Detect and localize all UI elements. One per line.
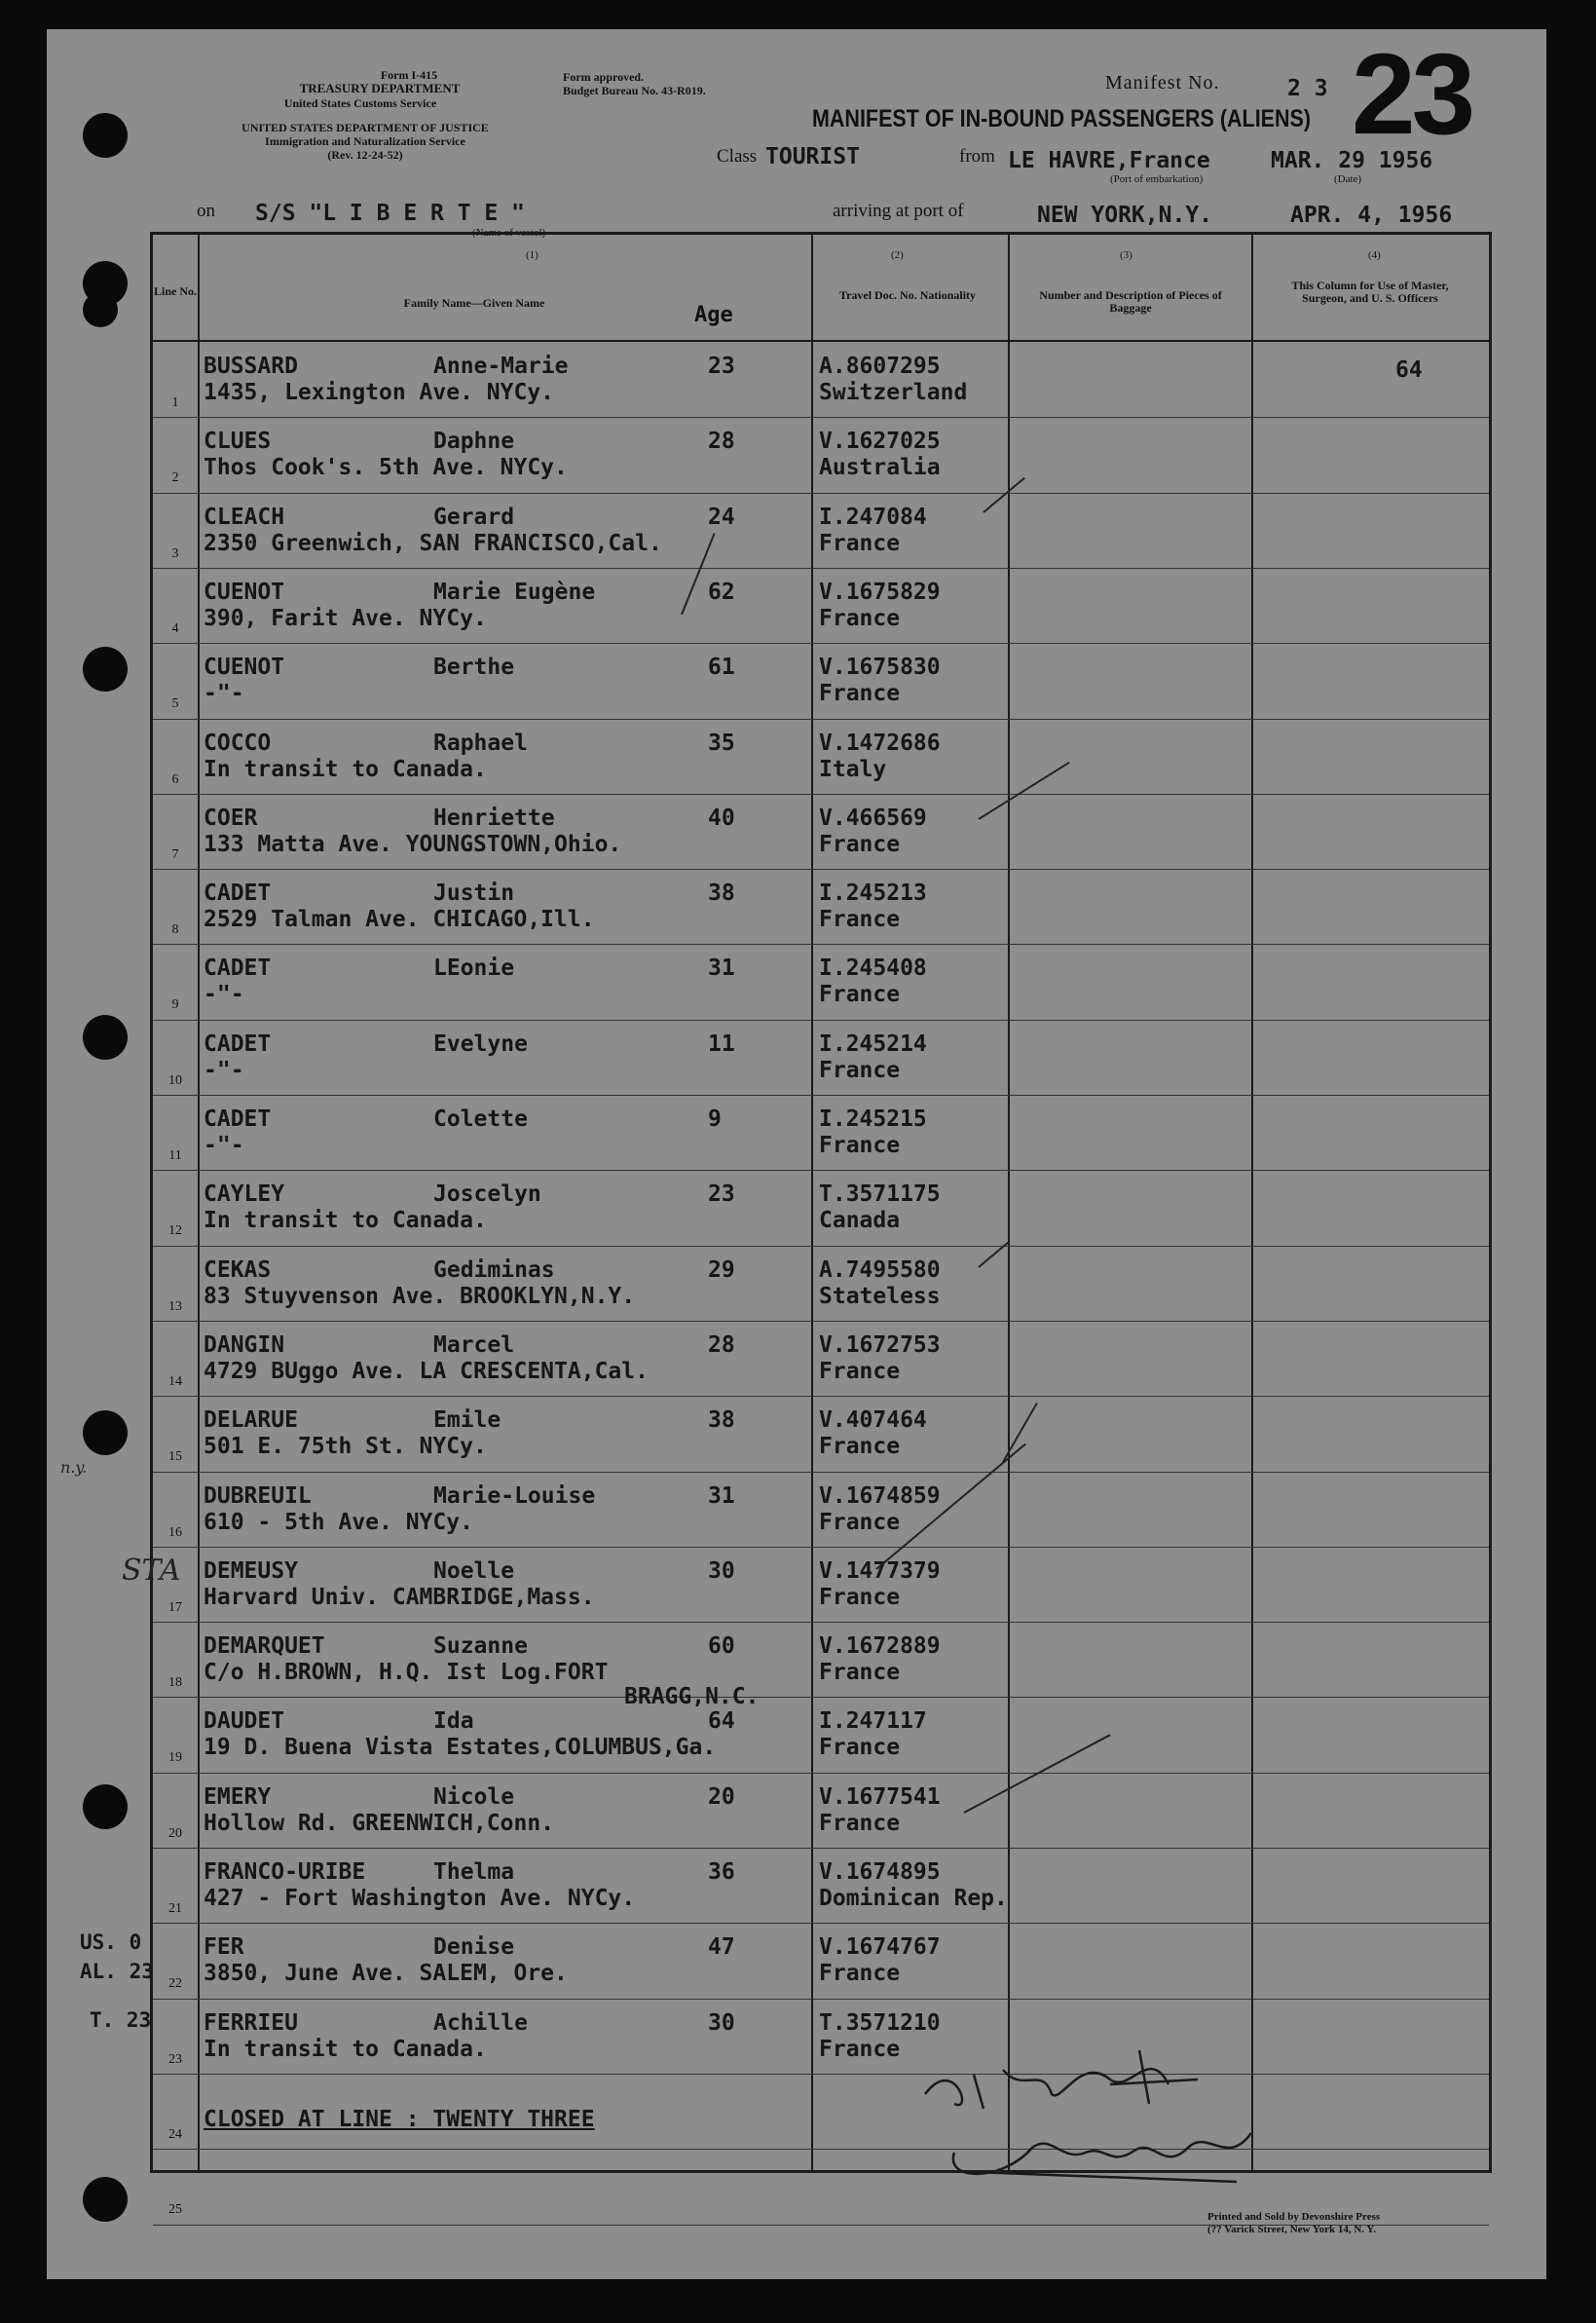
customs-service: United States Customs Service [283,96,437,110]
family-name: CUENOT [204,655,285,681]
given-name: Marie Eugène [433,579,596,605]
tally-al: AL. 23 [80,1960,154,1983]
passenger-age: 28 [708,1331,735,1358]
line-number: 11 [168,1148,182,1163]
family-name: DANGIN [204,1331,285,1358]
passenger-age: 35 [708,730,735,756]
family-name: CADET [204,1106,272,1132]
nationality: Australia [819,455,941,481]
passenger-age: 28 [708,429,735,455]
nationality: France [819,530,901,556]
arrival-date: APR. 4, 1956 [1290,203,1453,228]
passenger-age: 30 [708,2009,735,2036]
travel-doc-no: V.1477379 [819,1557,941,1584]
form-approved: Form approved. [563,70,645,84]
given-name: Joscelyn [433,1181,541,1208]
family-name: EMERY [204,1783,272,1810]
vessel-caption: (Name of vessel) [472,227,546,239]
col-num-1: (1) [526,249,538,261]
passenger-address: 427 - Fort Washington Ave. NYCy. [204,1886,636,1911]
passenger-age: 11 [708,1030,735,1057]
passenger-address: 83 Stuyvenson Ave. BROOKLYN,N.Y. [204,1283,636,1309]
punch-hole [83,2177,128,2222]
col-divider [198,235,200,2170]
passenger-address: 4729 BUggo Ave. LA CRESCENTA,Cal. [204,1358,649,1384]
line-number: 3 [171,545,179,561]
nationality: Canada [819,1208,901,1234]
line-number: 7 [171,846,179,862]
given-name: Marcel [433,1331,515,1358]
row-divider [153,1848,1489,1849]
passenger-age: 23 [708,354,735,379]
nationality: France [819,1133,901,1158]
header-name: Family Name—Given Name [403,296,545,310]
row-divider [153,719,1489,720]
given-name: Achille [433,2009,528,2036]
passenger-address: 2350 Greenwich, SAN FRANCISCO,Cal. [204,530,662,556]
row-divider [153,1246,1489,1247]
line-number: 5 [171,696,179,712]
passenger-address: 19 D. Buena Vista Estates,COLUMBUS,Ga. [204,1735,717,1761]
family-name: CUENOT [204,579,285,605]
row-divider [153,493,1489,494]
nationality: Switzerland [819,380,968,405]
family-name: DEMARQUET [204,1633,325,1660]
rev-date: (Rev. 12-24-52) [327,148,403,162]
col-num-4: (4) [1368,249,1381,261]
given-name: Denise [433,1934,515,1961]
passenger-address: C/o H.BROWN, H.Q. Ist Log.FORT [204,1660,609,1686]
passenger-age: 20 [708,1783,735,1810]
line-number: 23 [168,2051,182,2067]
passenger-age: 31 [708,1482,735,1509]
header-officers: This Column for Use of Master, Surgeon, and U. S. Officers [1291,279,1449,305]
row-divider [153,1622,1489,1623]
travel-doc-no: V.1472686 [819,730,941,756]
punch-hole [83,292,118,327]
passenger-age: 31 [708,955,735,982]
punch-hole [83,1015,128,1060]
passenger-address: -"- [204,1057,244,1083]
family-name: FRANCO-URIBE [204,1859,366,1885]
printer-credit: Printed and Sold by Devonshire Press [1207,2211,1381,2223]
line-number: 10 [168,1072,182,1088]
passenger-age: 9 [708,1106,722,1132]
passenger-age: 24 [708,504,735,530]
budget-bureau: Budget Bureau No. 43-R019. [563,84,706,97]
line-number: 1 [171,395,179,410]
nationality: Stateless [819,1283,941,1309]
travel-doc-no: V.1675829 [819,579,941,605]
given-name: Suzanne [433,1633,528,1660]
family-name: DAUDET [204,1708,285,1735]
passenger-address: 3850, June Ave. SALEM, Ore. [204,1961,568,1987]
row-divider [153,944,1489,945]
col-divider [1008,235,1010,2170]
family-name: CADET [204,1030,272,1057]
row-divider [153,794,1489,795]
passenger-address: 501 E. 75th St. NYCy. [204,1434,487,1460]
passenger-age: 36 [708,1859,735,1885]
line-number: 22 [168,1976,182,1992]
manifest-no-label: Manifest No. [1105,72,1220,94]
nationality: France [819,1358,901,1384]
passenger-address: -"- [204,1133,244,1158]
travel-doc-no: V.466569 [819,805,927,831]
line-number: 13 [168,1298,182,1314]
given-name: Raphael [433,730,528,756]
officer-note: 64 [1395,357,1423,383]
row-divider [153,1923,1489,1924]
family-name: CAYLEY [204,1181,285,1208]
col-divider [1251,235,1253,2170]
line-number: 18 [168,1675,182,1691]
date-caption: (Date) [1334,173,1362,185]
line-number: 2 [171,470,179,486]
line-number: 25 [168,2202,182,2218]
passenger-address: Hollow Rd. GREENWICH,Conn. [204,1810,555,1836]
given-name: Berthe [433,655,515,681]
passenger-age: 62 [708,579,735,605]
line-number: 20 [168,1825,182,1841]
row-divider [153,2074,1489,2075]
nationality: France [819,982,901,1008]
punch-hole [83,1410,128,1455]
given-name: Marie-Louise [433,1482,596,1509]
passenger-age: 61 [708,655,735,681]
row-divider [153,869,1489,870]
line-number: 16 [168,1524,182,1540]
punch-hole [83,113,128,158]
family-name: CADET [204,955,272,982]
punch-hole [83,647,128,692]
passenger-address: 1435, Lexington Ave. NYCy. [204,380,555,405]
nationality: France [819,2036,901,2062]
nationality: Dominican Rep. [819,1886,1008,1911]
line-number: 4 [171,620,179,636]
ins-title: Immigration and Naturalization Service [265,134,465,148]
passenger-age: 38 [708,880,735,907]
line-number: 21 [168,1901,182,1916]
nationality: France [819,831,901,857]
family-name: BUSSARD [204,354,298,379]
passenger-address-cont: BRAGG,N.C. [624,1684,760,1710]
passenger-age: 40 [708,805,735,831]
travel-doc-no: I.247084 [819,504,927,530]
tally-us: US. 0 [80,1930,142,1954]
manifest-title: MANIFEST OF IN-BOUND PASSENGERS (ALIENS) [812,105,1312,132]
travel-doc-no: A.8607295 [819,354,941,379]
nationality: France [819,1810,901,1836]
nationality: France [819,907,901,933]
manifest-no-typed: 2 3 [1287,76,1328,101]
given-name: Thelma [433,1859,515,1885]
line-number: 12 [168,1223,182,1239]
doj-title: UNITED STATES DEPARTMENT OF JUSTICE [241,121,489,134]
family-name: DELARUE [204,1407,298,1434]
line-number: 9 [171,997,179,1013]
nationality: France [819,1961,901,1987]
class-value: TOURIST [765,144,860,169]
nationality: France [819,1584,901,1610]
passenger-address: Thos Cook's. 5th Ave. NYCy. [204,455,568,481]
officer-signature [915,2036,1285,2192]
passenger-address: In transit to Canada. [204,1208,487,1234]
family-name: DEMEUSY [204,1557,298,1584]
nationality: France [819,1057,901,1083]
given-name: Evelyne [433,1030,528,1057]
travel-doc-no: I.245213 [819,880,927,907]
passenger-age: 29 [708,1256,735,1283]
travel-doc-no: V.1672753 [819,1331,941,1358]
passenger-address: -"- [204,982,244,1008]
margin-note-ny: n.y. [60,1458,88,1477]
given-name: Ida [433,1708,474,1735]
row-divider [153,1020,1489,1021]
vessel-name: S/S "L I B E R T E " [255,201,525,226]
embark-date: MAR. 29 1956 [1271,148,1433,173]
nationality: France [819,1735,901,1761]
family-name: COER [204,805,258,831]
passenger-age: 23 [708,1181,735,1208]
row-divider [153,1999,1489,2000]
given-name: Gerard [433,504,515,530]
given-name: Anne-Marie [433,354,569,379]
passenger-address: -"- [204,681,244,707]
travel-doc-no: V.1677541 [819,1783,941,1810]
passenger-age: 30 [708,1557,735,1584]
from-label: from [959,146,995,167]
family-name: CLEACH [204,504,285,530]
header-line-no: Line No. [153,284,197,298]
row-divider [153,2149,1489,2150]
nationality: France [819,1660,901,1686]
punch-hole [83,1784,128,1829]
passenger-age: 64 [708,1708,735,1735]
family-name: DUBREUIL [204,1482,312,1509]
manifest-no-large: 23 [1352,30,1472,159]
travel-doc-no: I.245215 [819,1106,927,1132]
given-name: Henriette [433,805,555,831]
given-name: Colette [433,1106,528,1132]
row-divider [153,1321,1489,1322]
col-divider [811,235,813,2170]
tally-t: T. 23 [90,2008,152,2032]
travel-doc-no: A.7495580 [819,1256,941,1283]
passenger-address: In transit to Canada. [204,2036,487,2062]
from-port: LE HAVRE,France [1008,148,1210,173]
arrival-port: NEW YORK,N.Y. [1037,203,1213,228]
treasury-dept: TREASURY DEPARTMENT [299,81,461,95]
closed-at-line: CLOSED AT LINE : TWENTY THREE [204,2106,595,2132]
header-travel-doc: Travel Doc. No. Nationality [838,288,977,302]
travel-doc-no: V.1627025 [819,429,941,455]
col-num-3: (3) [1120,249,1132,261]
passenger-address: 2529 Talman Ave. CHICAGO,Ill. [204,907,595,933]
family-name: COCCO [204,730,272,756]
header-baggage: Number and Description of Pieces of Baggage [1039,288,1222,315]
travel-doc-no: I.247117 [819,1708,927,1735]
passenger-address: Harvard Univ. CAMBRIDGE,Mass. [204,1584,595,1610]
family-name: FERRIEU [204,2009,298,2036]
nationality: France [819,1434,901,1460]
family-name: CEKAS [204,1256,272,1283]
family-name: CLUES [204,429,272,455]
row-divider [153,1170,1489,1171]
travel-doc-no: V.1672889 [819,1633,941,1660]
on-label: on [197,201,215,221]
row-divider [153,568,1489,569]
nationality: France [819,681,901,707]
line-number: 6 [171,771,179,787]
given-name: Gediminas [433,1256,555,1283]
family-name: FER [204,1934,244,1961]
printer-address: (?? Varick Street, New York 14, N. Y. [1207,2224,1377,2235]
margin-note-sta: STA [122,1554,181,1588]
given-name: Daphne [433,429,515,455]
line-number: 17 [168,1599,182,1615]
class-label: Class [717,146,758,167]
header-age: Age [694,303,733,327]
given-name: LEonie [433,955,515,982]
travel-doc-no: I.245214 [819,1030,927,1057]
row-divider [153,1472,1489,1473]
arriving-label: arriving at port of [833,201,964,221]
row-divider [153,1095,1489,1096]
passenger-address: 390, Farit Ave. NYCy. [204,605,487,631]
row-divider [153,643,1489,644]
passenger-address: 610 - 5th Ave. NYCy. [204,1509,473,1535]
travel-doc-no: T.3571175 [819,1181,941,1208]
travel-doc-no: V.1675830 [819,655,941,681]
port-embark-caption: (Port of embarkation) [1110,173,1204,185]
family-name: CADET [204,880,272,907]
row-divider [153,1697,1489,1698]
row-divider [153,417,1489,418]
line-number: 24 [168,2126,182,2142]
travel-doc-no: T.3571210 [819,2009,941,2036]
given-name: Justin [433,880,515,907]
line-number: 19 [168,1750,182,1766]
given-name: Noelle [433,1557,515,1584]
form-number: Form I-415 [380,68,438,82]
line-number: 8 [171,922,179,938]
travel-doc-no: V.1674895 [819,1859,941,1885]
passenger-age: 60 [708,1633,735,1660]
travel-doc-no: V.1674767 [819,1934,941,1961]
passenger-address: In transit to Canada. [204,756,487,782]
header-divider [153,340,1489,342]
passenger-age: 38 [708,1407,735,1434]
travel-doc-no: V.407464 [819,1407,927,1434]
row-divider [153,1773,1489,1774]
travel-doc-no: I.245408 [819,955,927,982]
given-name: Emile [433,1407,501,1434]
given-name: Nicole [433,1783,515,1810]
nationality: France [819,1509,901,1535]
line-number: 15 [168,1449,182,1465]
travel-doc-no: V.1674859 [819,1482,941,1509]
passenger-age: 47 [708,1934,735,1961]
nationality: Italy [819,756,887,782]
nationality: France [819,605,901,631]
col-num-2: (2) [891,249,904,261]
line-number: 14 [168,1373,182,1389]
row-divider [153,1396,1489,1397]
passenger-address: 133 Matta Ave. YOUNGSTOWN,Ohio. [204,831,622,857]
row-divider [153,1547,1489,1548]
